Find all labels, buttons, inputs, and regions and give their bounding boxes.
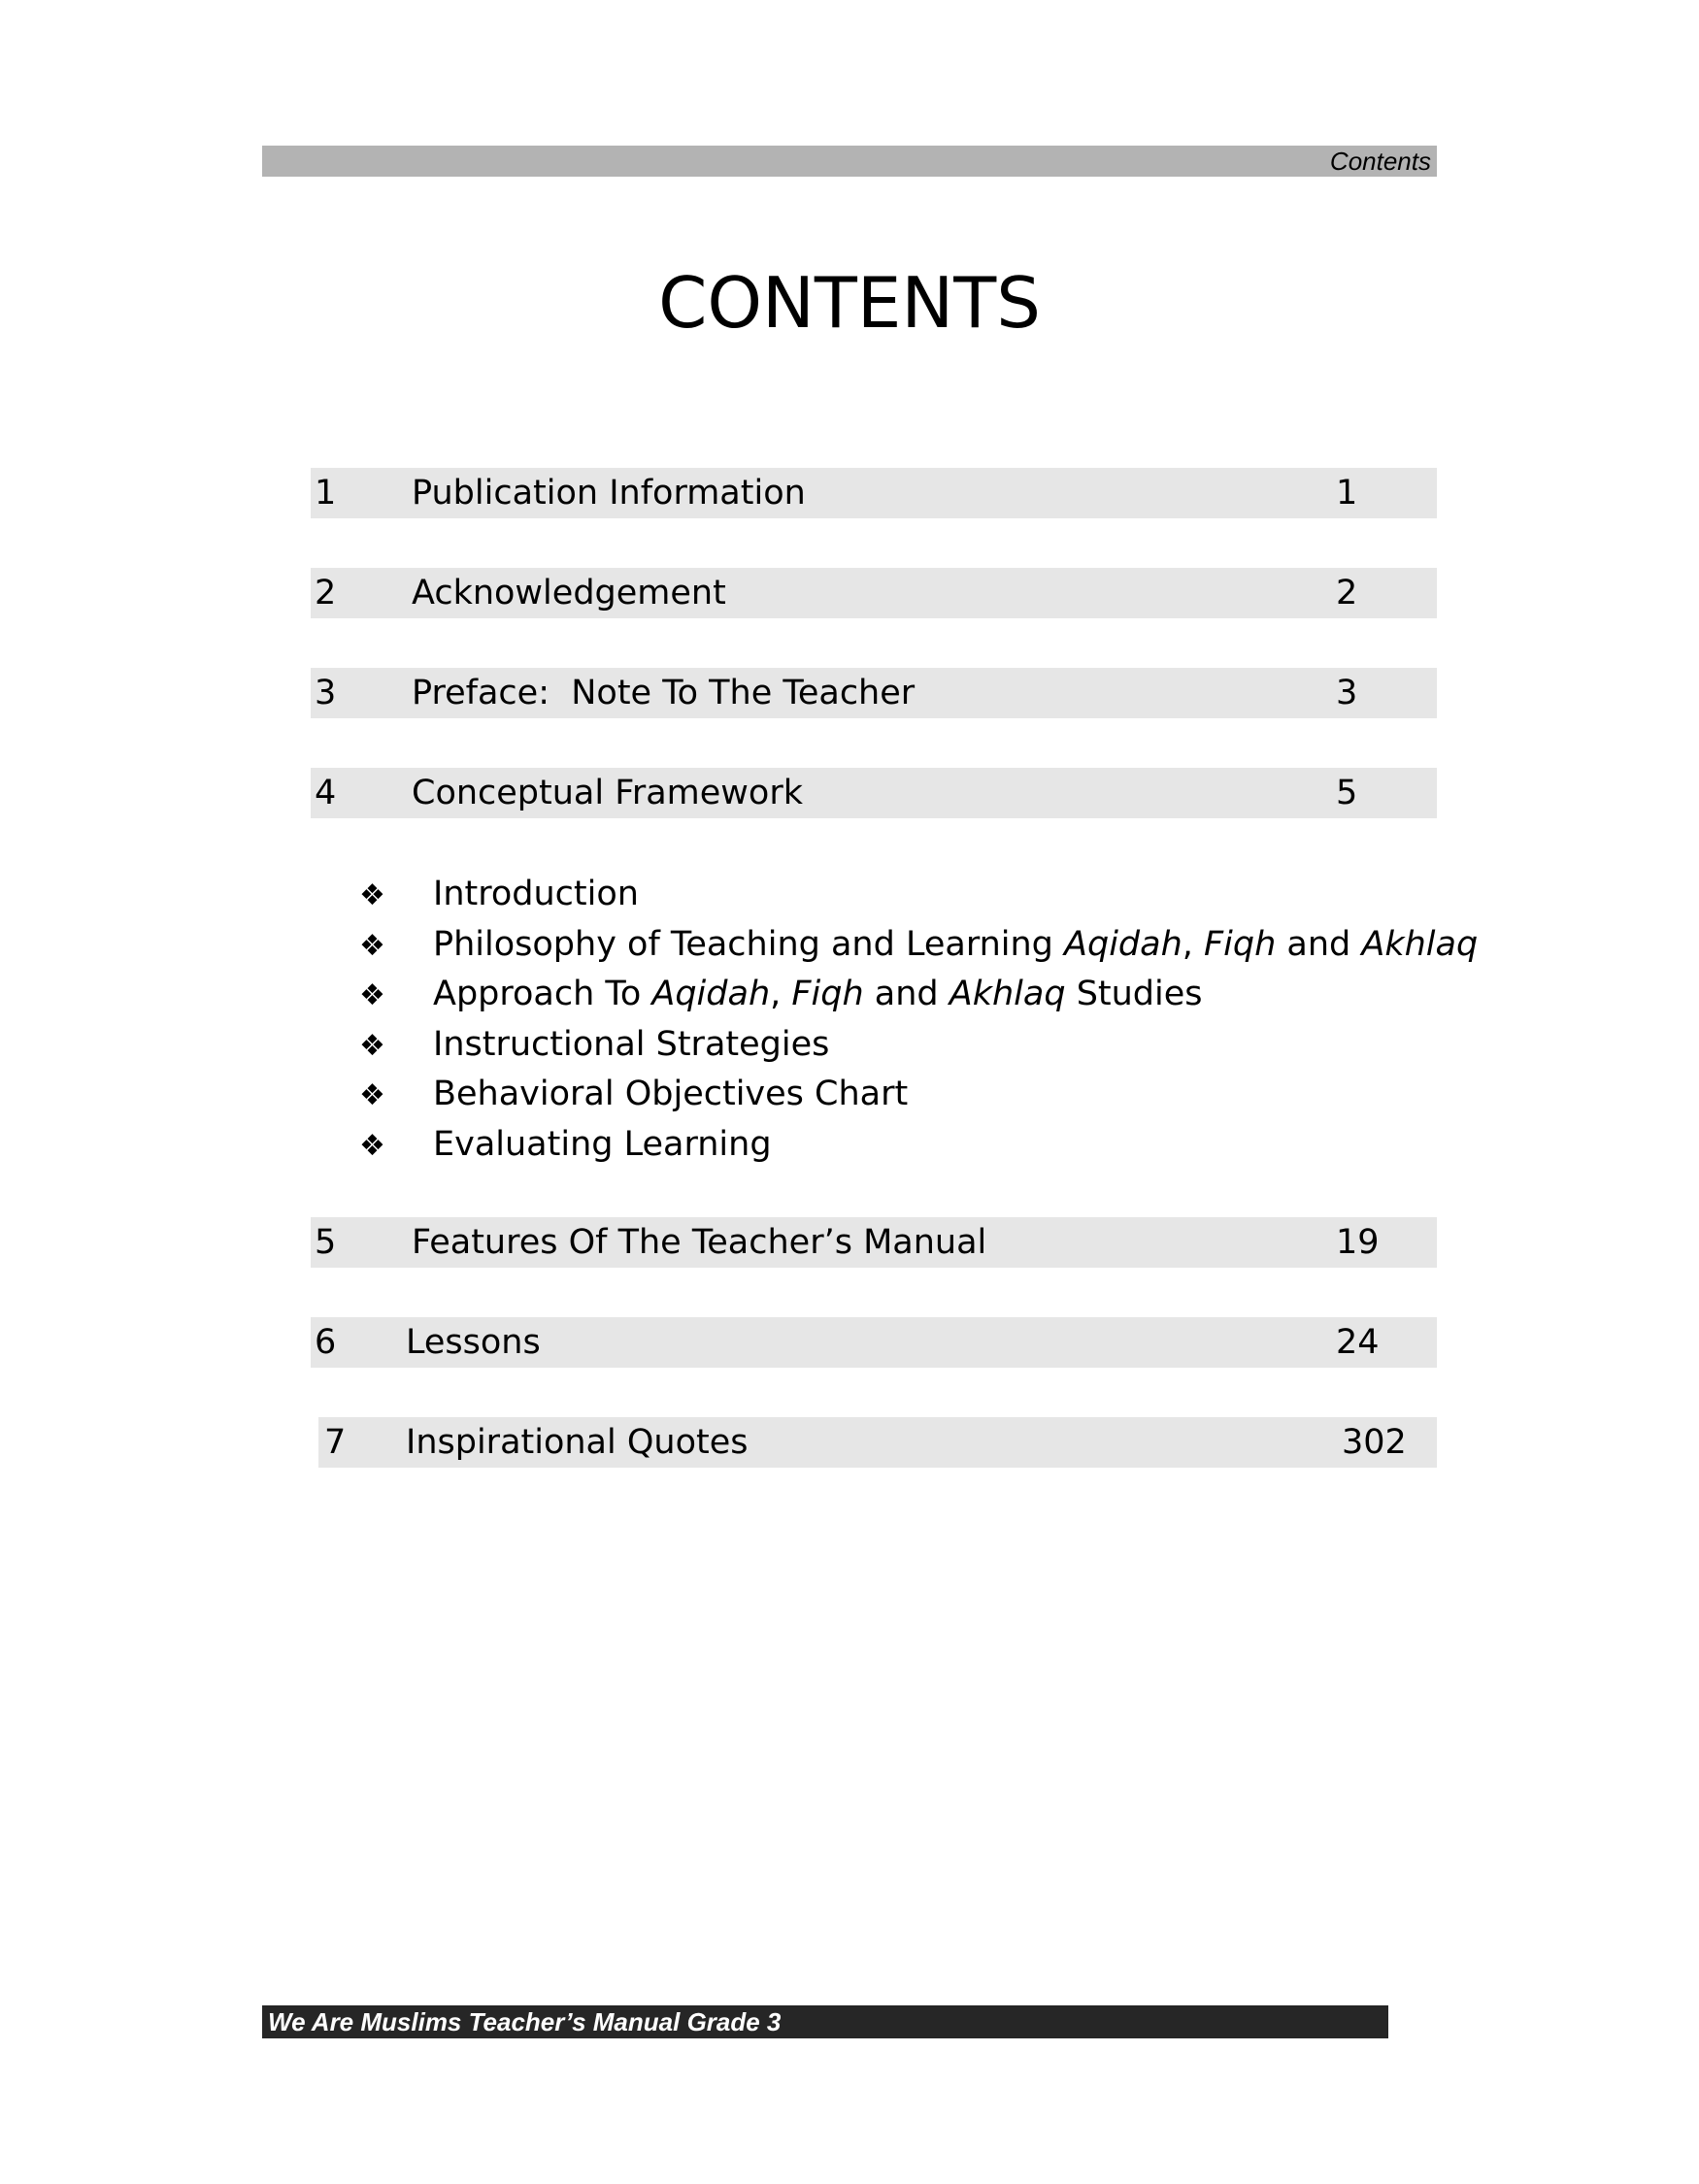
diamond-bullet-icon: ❖ — [359, 978, 385, 1012]
toc-entry-label: Acknowledgement — [412, 574, 726, 612]
conjunction: and — [863, 975, 949, 1013]
toc-entry-page: 2 — [1336, 574, 1358, 612]
term-fiqh: Fiqh — [791, 975, 864, 1013]
toc-entry-label: Lessons — [406, 1323, 541, 1362]
subitem-instructional-strategies[interactable] — [359, 1020, 1478, 1071]
toc-entry-lessons[interactable] — [311, 1317, 1437, 1368]
toc-entry-page: 302 — [1342, 1423, 1407, 1462]
subitem-behavioral-objectives[interactable] — [359, 1070, 1478, 1120]
toc-entry-number: 4 — [315, 774, 337, 812]
toc-entry-page: 24 — [1336, 1323, 1380, 1362]
term-fiqh: Fiqh — [1204, 924, 1277, 964]
subitem-label: Philosophy of Teaching and Learning — [433, 924, 1065, 964]
diamond-bullet-icon: ❖ — [359, 1028, 385, 1063]
term-aqidah: Aqidah — [1064, 924, 1183, 964]
subitem-label: Behavioral Objectives Chart — [433, 1075, 909, 1113]
toc-entry-inspirational-quotes[interactable] — [318, 1417, 1437, 1468]
toc-entry-label: Features Of The Teacher’s Manual — [412, 1223, 987, 1262]
page-title: CONTENTS — [658, 262, 1041, 344]
toc-entry-page: 5 — [1336, 774, 1358, 812]
footer-text: We Are Muslims Teacher’s Manual Grade 3 — [268, 2007, 782, 2036]
footer-bar — [262, 2005, 1388, 2038]
separator: , — [1182, 924, 1205, 964]
toc-entry-number: 6 — [315, 1323, 337, 1362]
diamond-bullet-icon: ❖ — [359, 878, 385, 912]
diamond-bullet-icon: ❖ — [359, 1128, 385, 1163]
subitem-approach[interactable] — [359, 970, 1478, 1020]
subitem-label: Instructional Strategies — [433, 1024, 830, 1064]
term-akhlaq: Akhlaq — [1361, 924, 1479, 964]
toc-entry-number: 3 — [315, 674, 337, 712]
subitem-philosophy[interactable] — [359, 920, 1478, 971]
toc-entry-label: Preface: Note To The Teacher — [412, 674, 916, 712]
subitem-introduction[interactable] — [359, 870, 1478, 920]
toc-entry-page: 3 — [1336, 674, 1358, 712]
header-section-label: Contents — [1329, 147, 1431, 176]
conceptual-framework-subitems — [359, 870, 1478, 1170]
term-akhlaq: Akhlaq — [949, 975, 1066, 1013]
diamond-bullet-icon: ❖ — [359, 928, 385, 963]
toc-entry-label: Publication Information — [412, 474, 806, 513]
subitem-label: Introduction — [433, 875, 639, 913]
conjunction: and — [1276, 924, 1362, 964]
subitem-label: Evaluating Learning — [433, 1124, 772, 1164]
toc-entry-number: 5 — [315, 1223, 337, 1262]
subitem-label-suffix: Studies — [1065, 975, 1203, 1013]
toc-entry-label: Conceptual Framework — [412, 774, 803, 812]
toc-entry-number: 2 — [315, 574, 337, 612]
subitem-evaluating-learning[interactable] — [359, 1120, 1478, 1171]
toc-entry-acknowledgement[interactable] — [311, 568, 1437, 618]
toc-entry-preface[interactable] — [311, 668, 1437, 718]
toc-entry-page: 1 — [1336, 474, 1358, 513]
separator: , — [770, 975, 792, 1013]
toc-entry-number: 7 — [324, 1423, 347, 1462]
subitem-label: Approach To — [433, 975, 652, 1013]
toc-entry-publication-information[interactable] — [311, 468, 1437, 518]
toc-entry-features[interactable] — [311, 1217, 1437, 1268]
toc-entry-page: 19 — [1336, 1223, 1380, 1262]
diamond-bullet-icon: ❖ — [359, 1078, 385, 1112]
toc-entry-label: Inspirational Quotes — [406, 1423, 749, 1462]
term-aqidah: Aqidah — [651, 975, 771, 1013]
header-bar — [262, 146, 1437, 177]
toc-entry-conceptual-framework[interactable] — [311, 768, 1437, 818]
toc-entry-number: 1 — [315, 474, 337, 513]
